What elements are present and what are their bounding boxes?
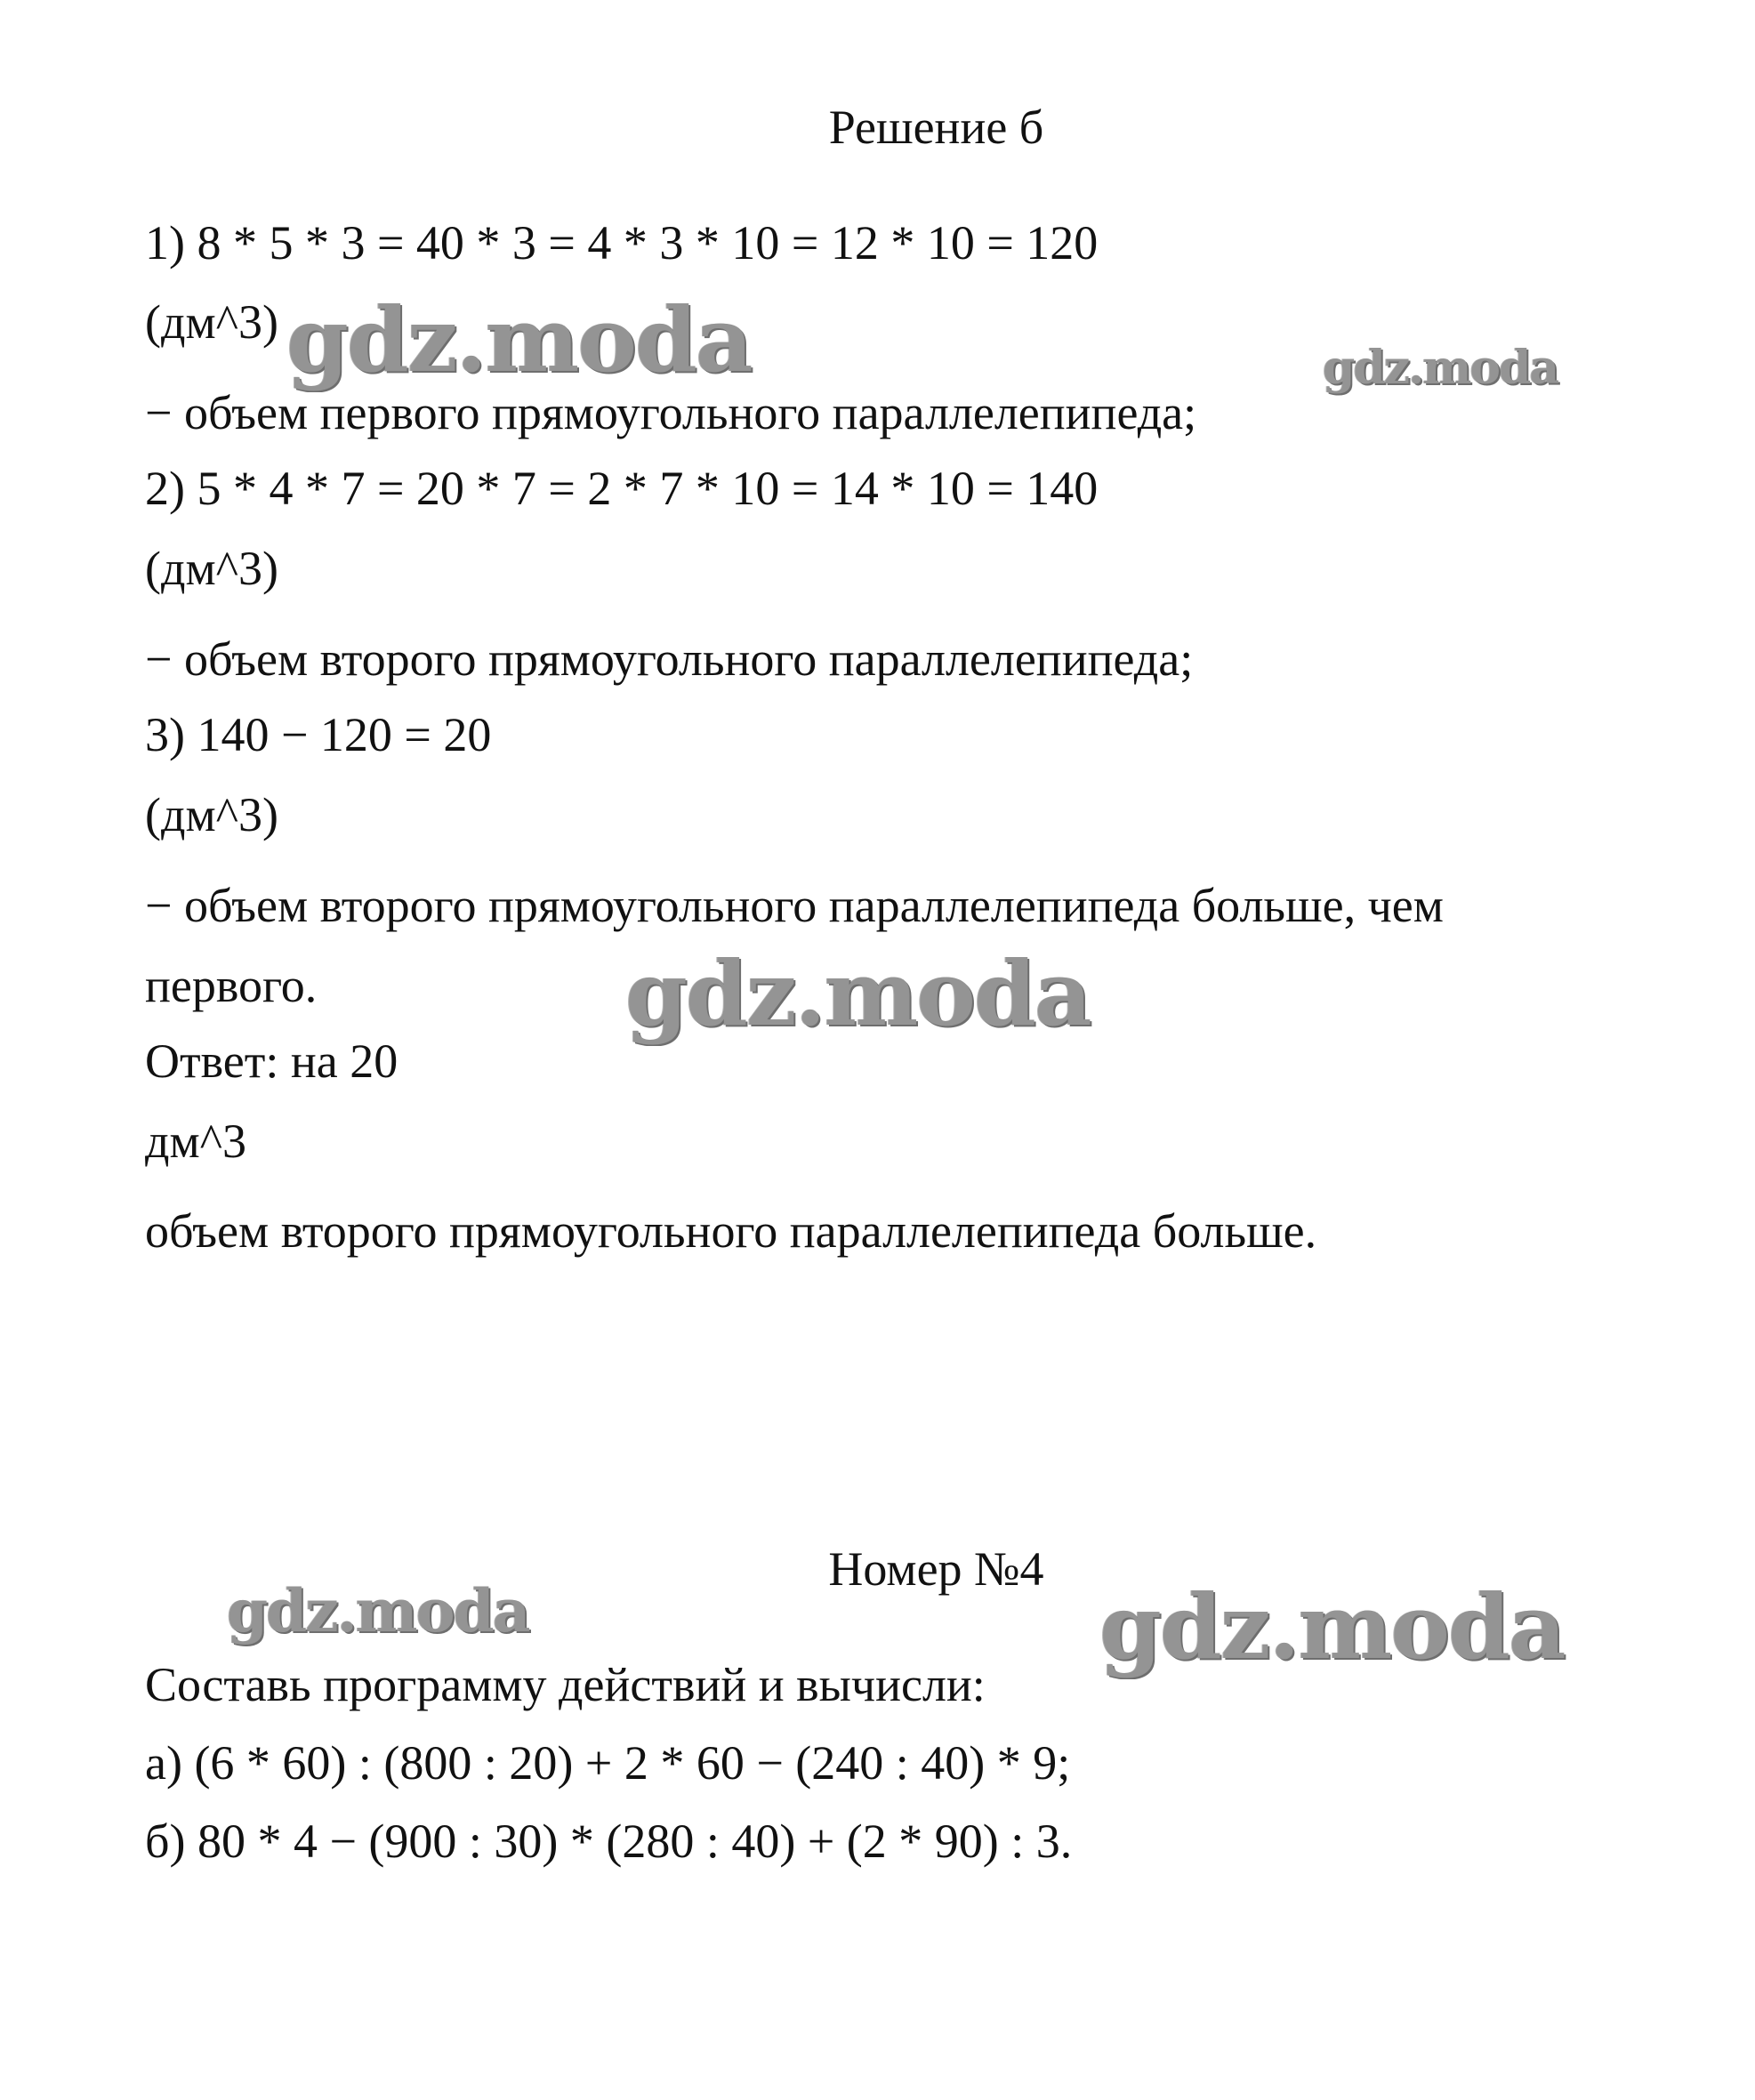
answer-unit: дм^3 — [145, 1114, 246, 1168]
step-2-description: − объем второго прямоугольного параллелепипеда; — [145, 632, 1194, 686]
step-2-expression: 2) 5 * 4 * 7 = 20 * 7 = 2 * 7 * 10 = 14 * 10 = 140 — [145, 462, 1099, 515]
step-1-description: − объем первого прямоугольного параллелепипеда; — [145, 386, 1197, 439]
task-instruction: Составь программу действий и вычисли: — [145, 1658, 986, 1711]
watermark-logo: gdz.moda — [1099, 1574, 1565, 1679]
step-3-expression: 3) 140 − 120 = 20 — [145, 708, 492, 761]
solution-title: Решение б — [828, 101, 1044, 154]
step-1-unit: (дм^3) — [145, 295, 278, 349]
answer-line: Ответ: на 20 — [145, 1034, 398, 1088]
watermark-logo: gdz.moda — [227, 1576, 529, 1645]
step-3-description-line-2: первого. — [145, 959, 318, 1012]
step-3-unit: (дм^3) — [145, 788, 278, 841]
watermark-logo: gdz.moda — [1323, 341, 1558, 395]
watermark-logo: gdz.moda — [625, 941, 1091, 1046]
task-title: Номер №4 — [828, 1542, 1044, 1596]
step-2-unit: (дм^3) — [145, 542, 278, 595]
task-item-a: а) (6 * 60) : (800 : 20) + 2 * 60 − (240 : 40) * 9; — [145, 1736, 1071, 1790]
watermark-logo: gdz.moda — [286, 287, 752, 392]
task-item-b: б) 80 * 4 − (900 : 30) * (280 : 40) + (2 * 90) : 3. — [145, 1814, 1073, 1868]
step-3-description-line-1: − объем второго прямоугольного параллелепипеда больше, чем — [145, 879, 1444, 932]
answer-conclusion: объем второго прямоугольного параллелепипеда больше. — [145, 1204, 1317, 1258]
step-1-expression: 1) 8 * 5 * 3 = 40 * 3 = 4 * 3 * 10 = 12 * 10 = 120 — [145, 216, 1099, 270]
